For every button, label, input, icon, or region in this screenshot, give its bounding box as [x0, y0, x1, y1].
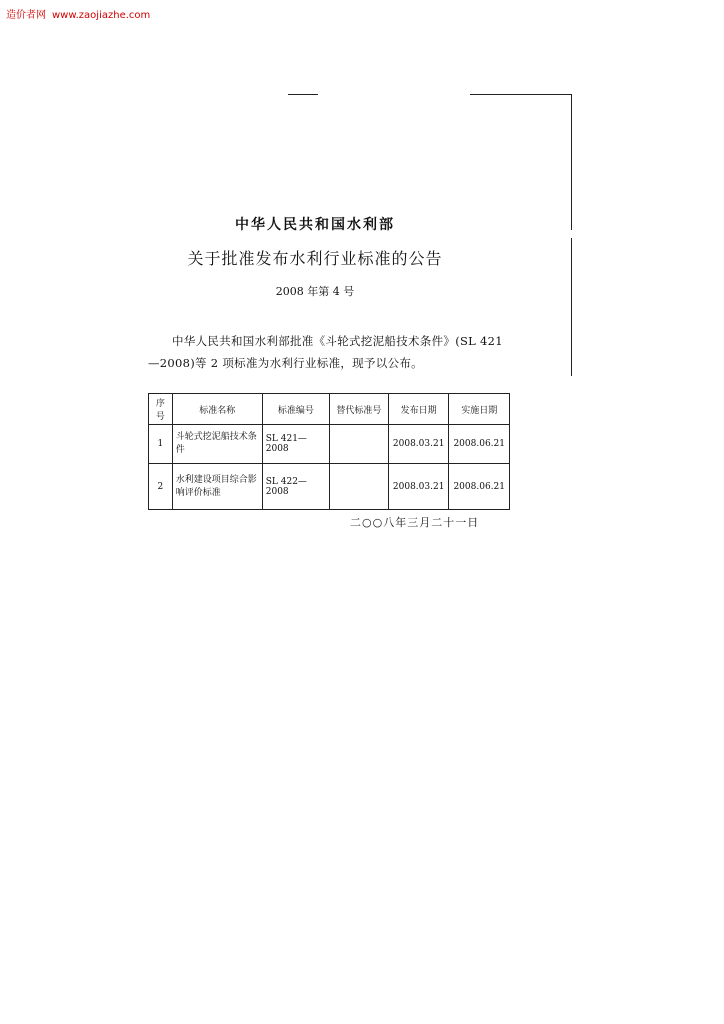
cell-code: SL 421—2008 [262, 425, 329, 464]
watermark-brand: 造价者网 [6, 10, 46, 21]
cell-replaces [329, 425, 388, 464]
notice-title: 关于批准发布水利行业标准的公告 [187, 249, 443, 268]
cell-effective: 2008.06.21 [449, 425, 510, 464]
standards-table [148, 393, 510, 510]
watermark [6, 6, 150, 21]
issuing-organization: 中华人民共和国水利部 [235, 217, 395, 233]
top-rule-short [288, 94, 318, 95]
cell-code: SL 422—2008 [262, 464, 329, 510]
cell-issued: 2008.03.21 [388, 464, 449, 510]
header-replaces: 替代标准号 [329, 394, 388, 425]
cell-name: 水利建设项目综合影响评价标准 [172, 464, 262, 510]
cell-issued: 2008.03.21 [388, 425, 449, 464]
header-seq: 序号 [149, 394, 173, 425]
table-header-row [149, 394, 510, 425]
notice-body: 中华人民共和国水利部批准《斗轮式挖泥船技术条件》(SL 421—2008)等 2 项标准为水利行业标准，现予以公布。 [148, 334, 503, 370]
header-name: 标准名称 [172, 394, 262, 425]
header-issued: 发布日期 [388, 394, 449, 425]
watermark-site: www.zaojiazhe.com [52, 10, 151, 21]
cell-seq: 2 [149, 464, 173, 510]
header-code: 标准编号 [262, 394, 329, 425]
signing-date: 二○○八年三月二十一日 [350, 516, 480, 529]
notice-number: 2008 年第 4 号 [275, 285, 355, 298]
cell-effective: 2008.06.21 [449, 464, 510, 510]
cell-name: 斗轮式挖泥船技术条件 [172, 425, 262, 464]
table-row [149, 464, 510, 510]
cell-replaces [329, 464, 388, 510]
cell-seq: 1 [149, 425, 173, 464]
header-effective: 实施日期 [449, 394, 510, 425]
table-row [149, 425, 510, 464]
top-rule-corner [470, 94, 572, 95]
